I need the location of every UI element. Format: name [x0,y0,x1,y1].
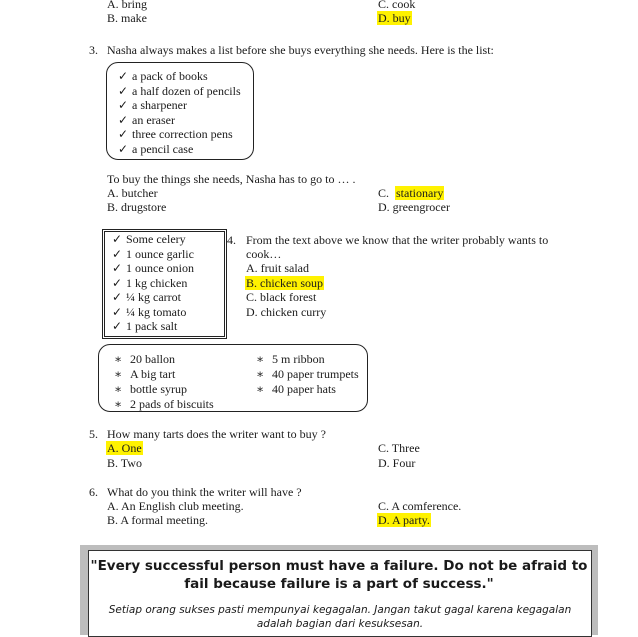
list-item-label: a pack of books [132,69,208,83]
q4-question-line1: From the text above we know that the writer probably wants to [246,233,549,247]
q2-option-b: B. make [107,11,147,25]
list-item-label: 1 pack salt [126,319,178,333]
list-item-label: 40 paper hats [272,382,336,396]
q6-option-a: A. An English club meeting. [107,499,244,513]
list-item-label: three correction pens [132,127,233,142]
list-item [114,382,187,396]
q2-option-c: C. cook [378,0,416,11]
q2-option-d-highlighted: D. buy [378,11,411,25]
q3-option-b: B. drugstore [107,200,167,214]
q5-option-c: C. Three [378,441,420,455]
q3-number: 3. [89,43,98,57]
checkmark-icon: ✓ [118,112,129,127]
list-item-label: a pencil case [132,142,194,156]
list-item [112,261,194,275]
q6-number: 6. [89,485,98,499]
q4-question-line2: cook… [246,247,282,261]
list-item-label: a half dozen of pencils [132,83,241,98]
bullet-star-icon: ∗ [256,367,265,381]
checkmark-icon: ✓ [118,127,129,142]
q3-option-d: D. greengrocer [378,200,450,214]
list-item-label: bottle syrup [130,382,187,396]
list-item-label: a sharpener [132,98,187,113]
checkmark-icon: ✓ [118,83,129,98]
list-item [118,84,241,98]
q3-option-c [378,186,444,200]
q3-prompt: To buy the things she needs, Nasha has to go to … . [107,172,356,186]
checkmark-icon: ✓ [118,142,129,156]
list-item [112,305,186,319]
q4-number: 4. [227,233,236,247]
list-item-label: 1 kg chicken [126,275,188,290]
list-item [118,98,187,112]
list-item-label: an eraser [132,112,175,127]
checkmark-icon: ✓ [112,304,123,319]
list-item-label: 20 ballon [130,352,175,366]
list-item [256,382,336,396]
q3-option-c-letter: C. [378,186,390,200]
list-item-label: A big tart [130,367,176,381]
list-item [112,232,186,246]
checkmark-icon: ✓ [112,319,123,333]
bullet-star-icon: ∗ [114,382,123,396]
checkmark-icon: ✓ [118,69,129,83]
list-item [112,276,187,290]
list-item-label: 2 pads of biscuits [130,397,214,411]
list-item-label: ¼ kg tomato [126,304,187,319]
list-item [112,247,194,261]
checkmark-icon: ✓ [112,261,123,275]
bullet-star-icon: ∗ [256,382,265,396]
q3-question: Nasha always makes a list before she buys everything she needs. Here is the list: [107,43,494,57]
quote-english: "Every successful person must have a failure. Do not be afraid to fail because failure is a part of success." [90,558,588,592]
list-item [118,127,233,141]
q5-number: 5. [89,427,98,441]
q2-option-a: A. bring [107,0,147,11]
list-item [112,319,177,333]
quote-indonesian: Setiap orang sukses pasti mempunyai kegagalan. Jangan takut gagal karena kegagalan adalah bagian dari kesuksesan. [108,604,572,630]
q6-option-b: B. A formal meeting. [107,513,208,527]
checkmark-icon: ✓ [112,290,123,304]
q6-option-c: C. A comference. [378,499,462,513]
checkmark-icon: ✓ [112,232,123,246]
checkmark-icon: ✓ [112,246,123,261]
q4-option-a: A. fruit salad [246,261,309,275]
list-item-label: 1 ounce onion [126,261,194,275]
q6-option-d-highlighted: D. A party. [378,513,430,527]
q3-option-c-highlighted: stationary [396,186,444,200]
list-item [118,113,175,127]
bullet-star-icon: ∗ [256,352,265,366]
list-item-label: Some celery [126,232,186,246]
list-item [114,352,175,366]
checkmark-icon: ✓ [112,275,123,290]
checkmark-icon: ✓ [118,98,129,113]
bullet-star-icon: ∗ [114,352,123,366]
q5-option-a-highlighted: A. One [107,441,142,455]
q5-question: How many tarts does the writer want to buy ? [107,427,326,441]
list-item [118,142,193,156]
q4-option-b-highlighted: B. chicken soup [246,276,323,290]
list-item [114,367,175,381]
list-item-label: 5 m ribbon [272,352,325,366]
list-item [118,69,208,83]
bullet-star-icon: ∗ [114,367,123,381]
q5-option-d: D. Four [378,456,416,470]
list-item [112,290,181,304]
q3-option-a: A. butcher [107,186,158,200]
list-item-label: ¼ kg carrot [126,290,181,304]
list-item [256,352,325,366]
bullet-star-icon: ∗ [114,397,123,411]
q5-option-b: B. Two [107,456,142,470]
list-item-label: 1 ounce garlic [126,246,194,261]
list-item [256,367,359,381]
q4-option-c: C. black forest [246,290,317,304]
list-item [114,397,214,411]
list-item-label: 40 paper trumpets [272,367,359,381]
q4-option-d: D. chicken curry [246,305,327,319]
q6-question: What do you think the writer will have ? [107,485,302,499]
